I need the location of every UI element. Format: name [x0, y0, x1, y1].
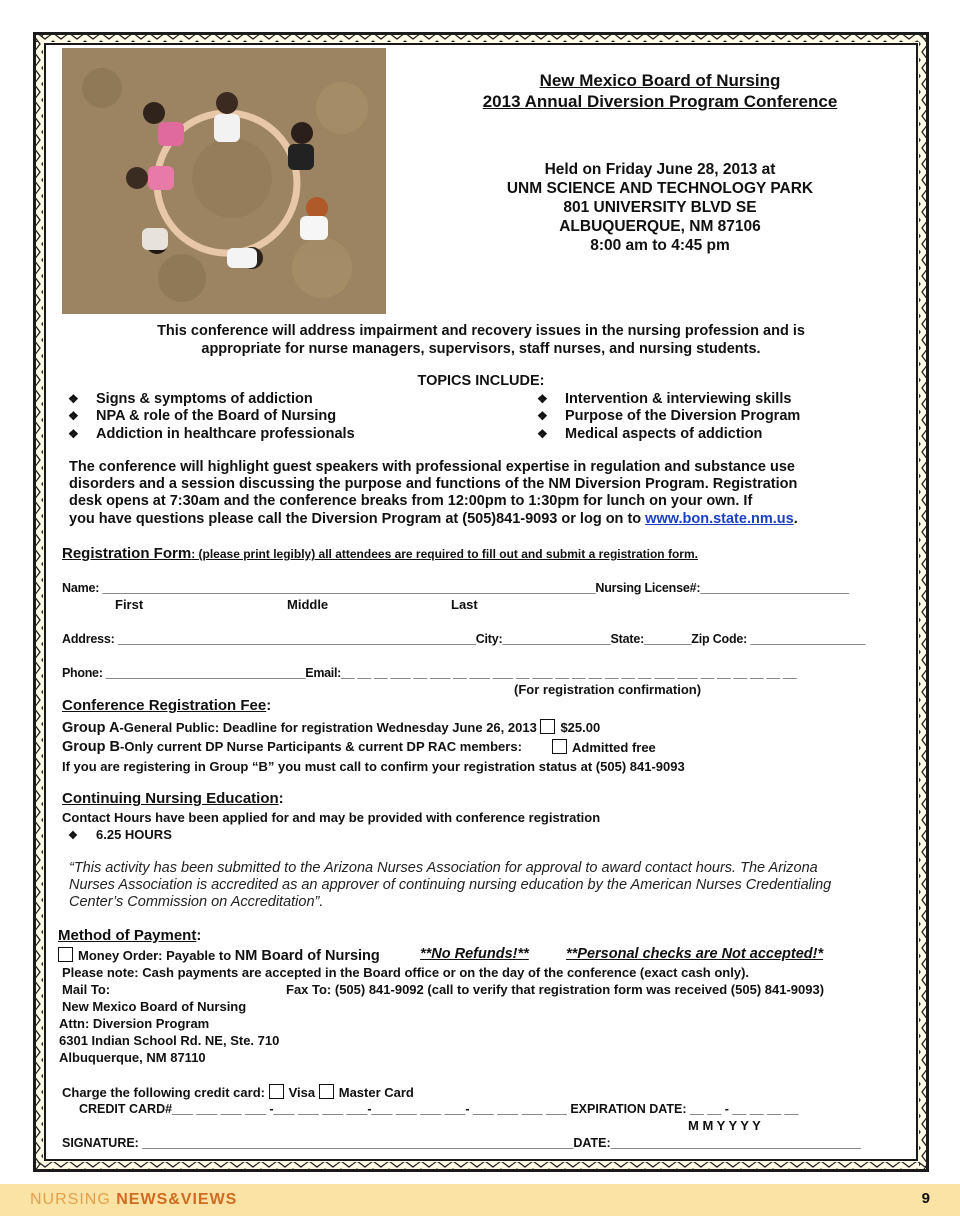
no-refunds-note: **No Refunds!**	[420, 946, 529, 962]
mail-address-line: 6301 Indian School Rd. NE, Ste. 710	[59, 1033, 280, 1048]
accreditation-quote: “This activity has been submitted to the Arizona Nurses Association for approval to award contact hours. The Arizona	[69, 860, 818, 876]
expiration-format: M M Y Y Y Y	[688, 1118, 761, 1133]
money-order-checkbox[interactable]	[58, 947, 73, 962]
topic-item: ❖ NPA & role of the Board of Nursing	[68, 408, 337, 424]
group-b-option: Admitted free	[552, 739, 656, 756]
credit-card-choice: Charge the following credit card: Visa Master Card	[62, 1085, 414, 1100]
topic-item: ❖ Intervention & interviewing skills	[537, 391, 792, 407]
group-b-row: Group B-Only current DP Nurse Participants & current DP RAC members:	[62, 739, 522, 755]
bullet-icon: ❖	[68, 427, 79, 441]
description-line: desk opens at 7:30am and the conference breaks from 12:00pm to 1:30pm for lunch on your own. If	[69, 493, 753, 509]
topic-item: ❖ Purpose of the Diversion Program	[537, 408, 801, 424]
bullet-icon: ❖	[537, 392, 548, 406]
payment-heading: Method of Payment:	[58, 927, 202, 944]
venue-time: 8:00 am to 4:45 pm	[590, 237, 730, 254]
cne-heading: Continuing Nursing Education:	[62, 790, 284, 807]
name-last-label: Last	[451, 597, 478, 612]
bullet-icon: ❖	[68, 409, 79, 423]
email-note: (For registration confirmation)	[514, 682, 702, 697]
page-number: 9	[921, 1190, 930, 1207]
bullet-icon: ❖	[68, 392, 79, 406]
description-last-line: you have questions please call the Diversion Program at (505)841-9093 or log on to www.bon.state.nm.us.	[69, 511, 798, 527]
mail-to-label: Mail To:	[62, 982, 111, 997]
cne-text: Contact Hours have been applied for and may be provided with conference registration	[62, 810, 601, 825]
intro-line-2: appropriate for nurse managers, supervisors, staff nurses, and nursing students.	[201, 341, 761, 357]
bullet-icon: ❖	[68, 830, 78, 842]
topic-item: ❖ Medical aspects of addiction	[537, 426, 763, 442]
registration-heading: Registration Form: (please print legibly) all attendees are required to fill out and submit a registration form.	[62, 545, 698, 562]
name-middle-label: Middle	[287, 597, 329, 612]
mail-address-line: New Mexico Board of Nursing	[62, 999, 247, 1014]
name-first-label: First	[115, 597, 144, 612]
money-order-row: Money Order: Payable to NM Board of Nursing	[58, 947, 380, 964]
visa-checkbox[interactable]	[269, 1084, 284, 1099]
cne-hours: ❖ 6.25 HOURS	[68, 827, 172, 842]
venue-street: 801 UNIVERSITY BLVD SE	[563, 199, 757, 216]
signature-date-field[interactable]: SIGNATURE: ______________________________________________________________DATE:____________________________________	[62, 1136, 861, 1150]
name-field[interactable]: Name: _________________________________________________________________________Nursing License#:______________________	[62, 581, 849, 595]
group-a-row: Group A-General Public: Deadline for registration Wednesday June 26, 2013 $25.00	[62, 720, 601, 736]
mail-address-line: Attn: Diversion Program	[59, 1016, 210, 1031]
fee-heading: Conference Registration Fee:	[62, 697, 272, 714]
phone-email-field[interactable]: Phone: ______________________________Email:__ __ __ ___ __ ___ __ ___ ___ __ ___ __ __ __ __ __ __ ___ ___ __ __ __ __ __ __	[62, 666, 797, 680]
credit-card-number-field[interactable]: CREDIT CARD#___ ___ ___ ___ -___ ___ ___ ___-___ ___ ___ ___- ___ ___ ___ ___ EXPIRATION DATE: __ __ - __ __ __ __	[79, 1102, 799, 1116]
mail-address-line: Albuquerque, NM 87110	[59, 1050, 206, 1065]
group-b-note: If you are registering in Group “B” you must call to confirm your registration status at (505) 841-9093	[62, 759, 685, 774]
description-line: disorders and a session discussing the purpose and functions of the NM Diversion Program. Registration	[69, 476, 798, 492]
accreditation-quote: Center’s Commission on Accreditation”.	[69, 894, 324, 910]
bullet-icon: ❖	[537, 427, 548, 441]
group-a-checkbox[interactable]	[540, 719, 555, 734]
group-b-checkbox[interactable]	[552, 739, 567, 754]
website-link[interactable]: www.bon.state.nm.us	[645, 511, 794, 527]
description-line: The conference will highlight guest speakers with professional expertise in regulation and substance use	[69, 459, 795, 475]
venue-date: Held on Friday June 28, 2013 at	[544, 161, 776, 178]
venue-city: ALBUQUERQUE, NM 87106	[559, 218, 761, 235]
topic-item: ❖ Addiction in healthcare professionals	[68, 426, 355, 442]
intro-line-1: This conference will address impairment and recovery issues in the nursing profession and is	[157, 323, 805, 339]
topics-heading: TOPICS INCLUDE:	[417, 373, 545, 389]
page-title: New Mexico Board of Nursing	[539, 71, 781, 90]
cash-note: Please note: Cash payments are accepted in the Board office or on the day of the conference (exact cash only).	[62, 965, 750, 980]
no-checks-note: **Personal checks are Not accepted!*	[566, 946, 824, 962]
publication-logo: NURSING NEWS&VIEWS	[30, 1191, 238, 1208]
venue-name: UNM SCIENCE AND TECHNOLOGY PARK	[506, 180, 814, 197]
bullet-icon: ❖	[537, 409, 548, 423]
group-photo	[62, 48, 386, 314]
topic-item: ❖ Signs & symptoms of addiction	[68, 391, 313, 407]
accreditation-quote: Nurses Association is accredited as an approver of continuing nursing education by the American Nurses Credentialing	[69, 877, 832, 893]
fax-info: Fax To: (505) 841-9092 (call to verify that registration form was received (505) 841-9093)	[286, 982, 825, 997]
page-subtitle: 2013 Annual Diversion Program Conference	[482, 92, 838, 111]
address-field[interactable]: Address: _____________________________________________________City:________________State:_______Zip Code: _________________	[62, 632, 866, 646]
mastercard-checkbox[interactable]	[319, 1084, 334, 1099]
